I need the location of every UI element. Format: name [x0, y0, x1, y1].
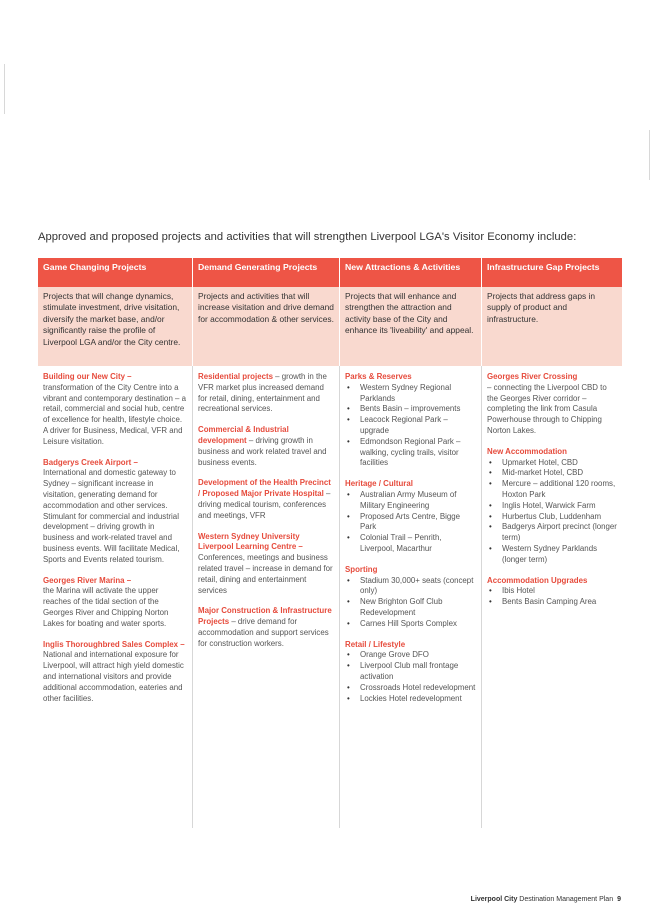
list-item: • Leacock Regional Park – upgrade: [345, 415, 476, 437]
project-text: Conferences, meetings and business related travel – increase in demand for retail, dining and entertainment services: [198, 553, 333, 595]
bullet-list: [345, 383, 476, 469]
list-item: • New Brighton Golf Club Redevelopment: [345, 597, 476, 619]
description-game-changing: Projects that will change dynamics, stimulate investment, drive visitation, diversify the market base, and/or significantly raise the profile of Liverpool LGA and/or the City centre.: [38, 287, 193, 366]
list-item: • Australian Army Museum of Military Engineering: [345, 490, 476, 512]
intro-text: Approved and proposed projects and activities that will strengthen Liverpool LGA's Visitor Economy include:: [38, 231, 577, 243]
project-title: Residential projects: [198, 372, 273, 381]
list-item: • Crossroads Hotel redevelopment: [345, 683, 476, 694]
list-item: • Proposed Arts Centre, Bigge Park: [345, 512, 476, 534]
left-margin-mark: [4, 64, 5, 114]
list-item: • Badgerys Airport precinct (longer term): [487, 522, 617, 544]
section-title: Parks & Reserves: [345, 372, 412, 381]
project-title: Building our New City –: [43, 372, 132, 381]
project-entry: [198, 425, 334, 468]
description-infrastructure-gap: Projects that address gaps in supply of product and infrastructure.: [482, 287, 622, 366]
bullet-list: [345, 650, 476, 704]
project-title: Inglis Thoroughbred Sales Complex –: [43, 639, 185, 649]
bullet-list: [345, 490, 476, 555]
list-item: • Inglis Hotel, Warwick Farm: [487, 501, 617, 512]
header-new-attractions: New Attractions & Activities: [340, 258, 482, 287]
project-title: Development of the Health Precinct / Proposed Major Private Hospital: [198, 478, 331, 499]
project-title: Western Sydney University Liverpool Learning Centre –: [198, 531, 303, 552]
footer-title: Destination Management Plan: [517, 896, 614, 903]
list-item: • Liverpool Club mall frontage activation: [345, 661, 476, 683]
list-item: • Upmarket Hotel, CBD: [487, 458, 617, 469]
description-new-attractions: Projects that will enhance and strengthen the attraction and activity base of the City and enhance its 'liveability' and appeal.: [340, 287, 482, 366]
new-attractions-column: [340, 366, 482, 828]
section-title: Sporting: [345, 564, 378, 574]
description-demand-generating: Projects and activities that will increase visitation and drive demand for accommodation & other services.: [193, 287, 340, 366]
list-item: • Bents Basin Camping Area: [487, 597, 617, 608]
section-title: Heritage / Cultural: [345, 479, 413, 489]
project-title: Commercial & Industrial development: [198, 425, 289, 445]
list-item: • Lockies Hotel redevelopment: [345, 694, 476, 705]
bullet-list: [487, 458, 617, 566]
infrastructure-gap-column: [482, 366, 622, 828]
project-text: the Marina will activate the upper reaches of the tidal section of the Georges River and Chipping Norton Lakes for boating and water sports.: [43, 586, 169, 628]
project-text: – growth in the VFR market plus increased demand for retail, dining, entertainment and recreational services.: [198, 372, 327, 414]
list-item: • Colonial Trail – Penrith, Liverpool, Macarthur: [345, 533, 476, 555]
bullet-list: [345, 576, 476, 630]
list-item: • Mercure – additional 120 rooms, Hoxton Park: [487, 479, 617, 501]
projects-table: [38, 258, 622, 828]
list-item: • Mid-market Hotel, CBD: [487, 468, 617, 479]
list-item: • Bents Basin – improvements: [345, 404, 476, 415]
project-text: – drive demand for accommodation and support services for construction workers.: [198, 617, 329, 648]
section-title: Accommodation Upgrades: [487, 575, 588, 585]
table-description-row: [38, 287, 622, 366]
project-entry: [43, 458, 187, 566]
project-text: – connecting the Liverpool CBD to the Georges River corridor – completing the link from Casula Powerhouse through to Chipping Norton Lakes.: [487, 382, 607, 435]
list-item: • Western Sydney Regional Parklands: [345, 383, 476, 405]
project-entry: [43, 640, 187, 705]
project-title: Georges River Marina –: [43, 575, 132, 585]
project-text: International and domestic gateway to Sydney – significant increase in visitation, generating demand for accommodation and other services. Stimulant for commercial and industrial development – driving growth in business and work-related travel and business events. Will facilitate Medical, Sports and Events related tourism.: [43, 468, 180, 564]
section-title: Retail / Lifestyle: [345, 639, 406, 649]
section-title: New Accommodation: [487, 446, 567, 456]
list-item: • Carnes Hill Sports Complex: [345, 619, 476, 630]
game-changing-column: [38, 366, 193, 828]
list-item: • Stadium 30,000+ seats (concept only): [345, 576, 476, 598]
project-text: – driving medical tourism, conferences and meetings, VFR: [198, 489, 331, 520]
page-footer: [471, 896, 621, 903]
table-body-row: [38, 366, 622, 828]
section-title: Georges River Crossing: [487, 372, 578, 381]
demand-generating-column: [193, 366, 340, 828]
project-title: Badgerys Creek Airport –: [43, 457, 138, 467]
list-item: • Edmondson Regional Park – walking, cycling trails, visitor facilities: [345, 437, 476, 469]
list-item: • Orange Grove DFO: [345, 650, 476, 661]
header-game-changing: Game Changing Projects: [38, 258, 193, 287]
table-header-row: [38, 258, 622, 287]
project-title: Major Construction & Infrastructure Projects: [198, 606, 332, 627]
bullet-list: [487, 586, 617, 608]
footer-brand: Liverpool City: [470, 896, 518, 903]
project-text: – driving growth in business and work related travel and business events.: [198, 435, 327, 467]
project-text: transformation of the City Centre into a vibrant and contemporary destination – a retail, commercial and social hub, centre of excellence for health, lifestyle choice. A driver for Business, Medical, VFR and Leisure visitation.: [43, 382, 186, 446]
list-item: • Western Sydney Parklands (longer term): [487, 544, 617, 566]
project-entry: [43, 576, 187, 630]
header-demand-generating: Demand Generating Projects: [193, 258, 340, 287]
project-entry: [198, 478, 334, 521]
list-item: • Ibis Hotel: [487, 586, 617, 597]
page-number: 9: [617, 896, 621, 903]
list-item: • Hurbertus Club, Luddenham: [487, 512, 617, 523]
right-margin-mark: [649, 130, 650, 180]
header-infrastructure-gap: Infrastructure Gap Projects: [482, 258, 622, 287]
project-entry: [198, 606, 334, 649]
project-entry: [198, 532, 334, 597]
project-entry: [43, 372, 187, 448]
project-text: National and international exposure for Liverpool, will attract high yield domestic and international visitors and provide additional accommodation, eateries and other facilities.: [43, 650, 184, 703]
project-entry: [198, 372, 334, 415]
